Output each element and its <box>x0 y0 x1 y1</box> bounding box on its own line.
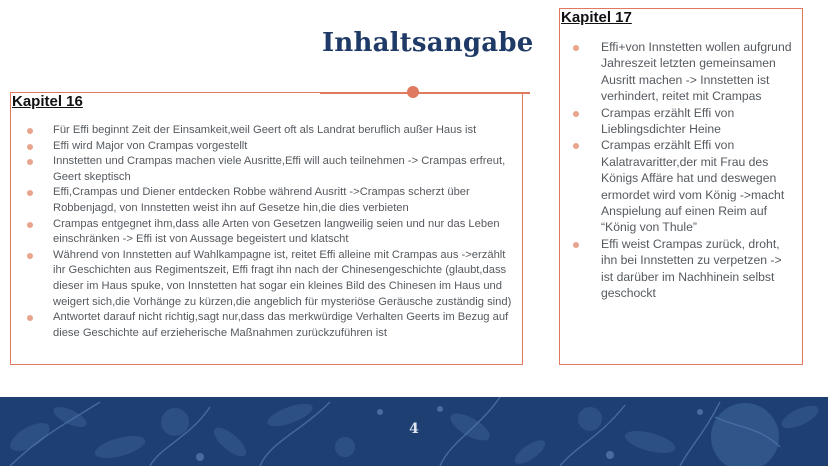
list-item: Für Effi beginnt Zeit der Einsamkeit,weil Geert oft als Landrat beruflich außer Haus ist <box>25 123 517 139</box>
page-title: Inhaltsangabe <box>322 28 534 58</box>
chapter-16-heading: Kapitel 16 <box>12 93 83 110</box>
chapter-16-box <box>10 92 523 365</box>
chapter-17-box <box>559 8 803 365</box>
list-item: Crampas erzählt Effi von Kalatravaritter,der mit Frau des Königs Affäre hat und deswegen ermordet wird vom König ->macht Anspielung auf einen Reim auf “König von Thule” <box>572 137 797 235</box>
list-item: Effi wird Major von Crampas vorgestellt <box>25 139 517 155</box>
list-item: Innstetten und Crampas machen viele Ausritte,Effi will auch teilnehmen -> Crampas erfreut, Geert skeptisch <box>25 154 517 185</box>
list-item: Antwortet darauf nicht richtig,sagt nur,dass das merkwürdige Verhalten Geerts im Bezug auf diese Geschichte auf erzieherische Maßnahmen zurückzuführen ist <box>25 310 517 341</box>
list-item: Während von Innstetten auf Wahlkampagne ist, reitet Effi alleine mit Crampas aus ->erzählt ihr Geschichten aus Regimentszeit, Effi fragt ihn nach der Chinesengeschichte (glaubt,dass dieser im Haus spuke, von Innstetten hat sogar ein kleines Bild des Chinesen im Haus und weigert sich,die Vorhänge zu kürzen,die angeblich für mysteriöse Geräusche zuständig sind) <box>25 248 517 310</box>
chapter-17-heading: Kapitel 17 <box>561 9 632 26</box>
page-number: 4 <box>409 421 419 437</box>
list-item: Effi+von Innstetten wollen aufgrund Jahreszeit letzten gemeinsamen Ausritt machen -> Innstetten ist verhindert, reitet mit Crampas <box>572 39 797 105</box>
chapter-16-list <box>25 123 517 341</box>
chapter-17-list <box>572 39 797 302</box>
list-item: Crampas erzählt Effi von Lieblingsdichter Heine <box>572 105 797 138</box>
botanical-footer-banner <box>0 397 828 466</box>
list-item: Crampas entgegnet ihm,dass alle Arten von Gesetzen langweilig seien und nur das Leben einschränken -> Effi ist von Aussage begeistert und klatscht <box>25 217 517 248</box>
list-item: Effi,Crampas und Diener entdecken Robbe während Ausritt ->Crampas scherzt über Robbenjagd, von Innstetten weist ihn auf Gesetze hin,die dies verbieten <box>25 185 517 216</box>
list-item: Effi weist Crampas zurück, droht, ihn bei Innstetten zu verpetzen -> ist darüber im Nachhinein selbst geschockt <box>572 236 797 302</box>
